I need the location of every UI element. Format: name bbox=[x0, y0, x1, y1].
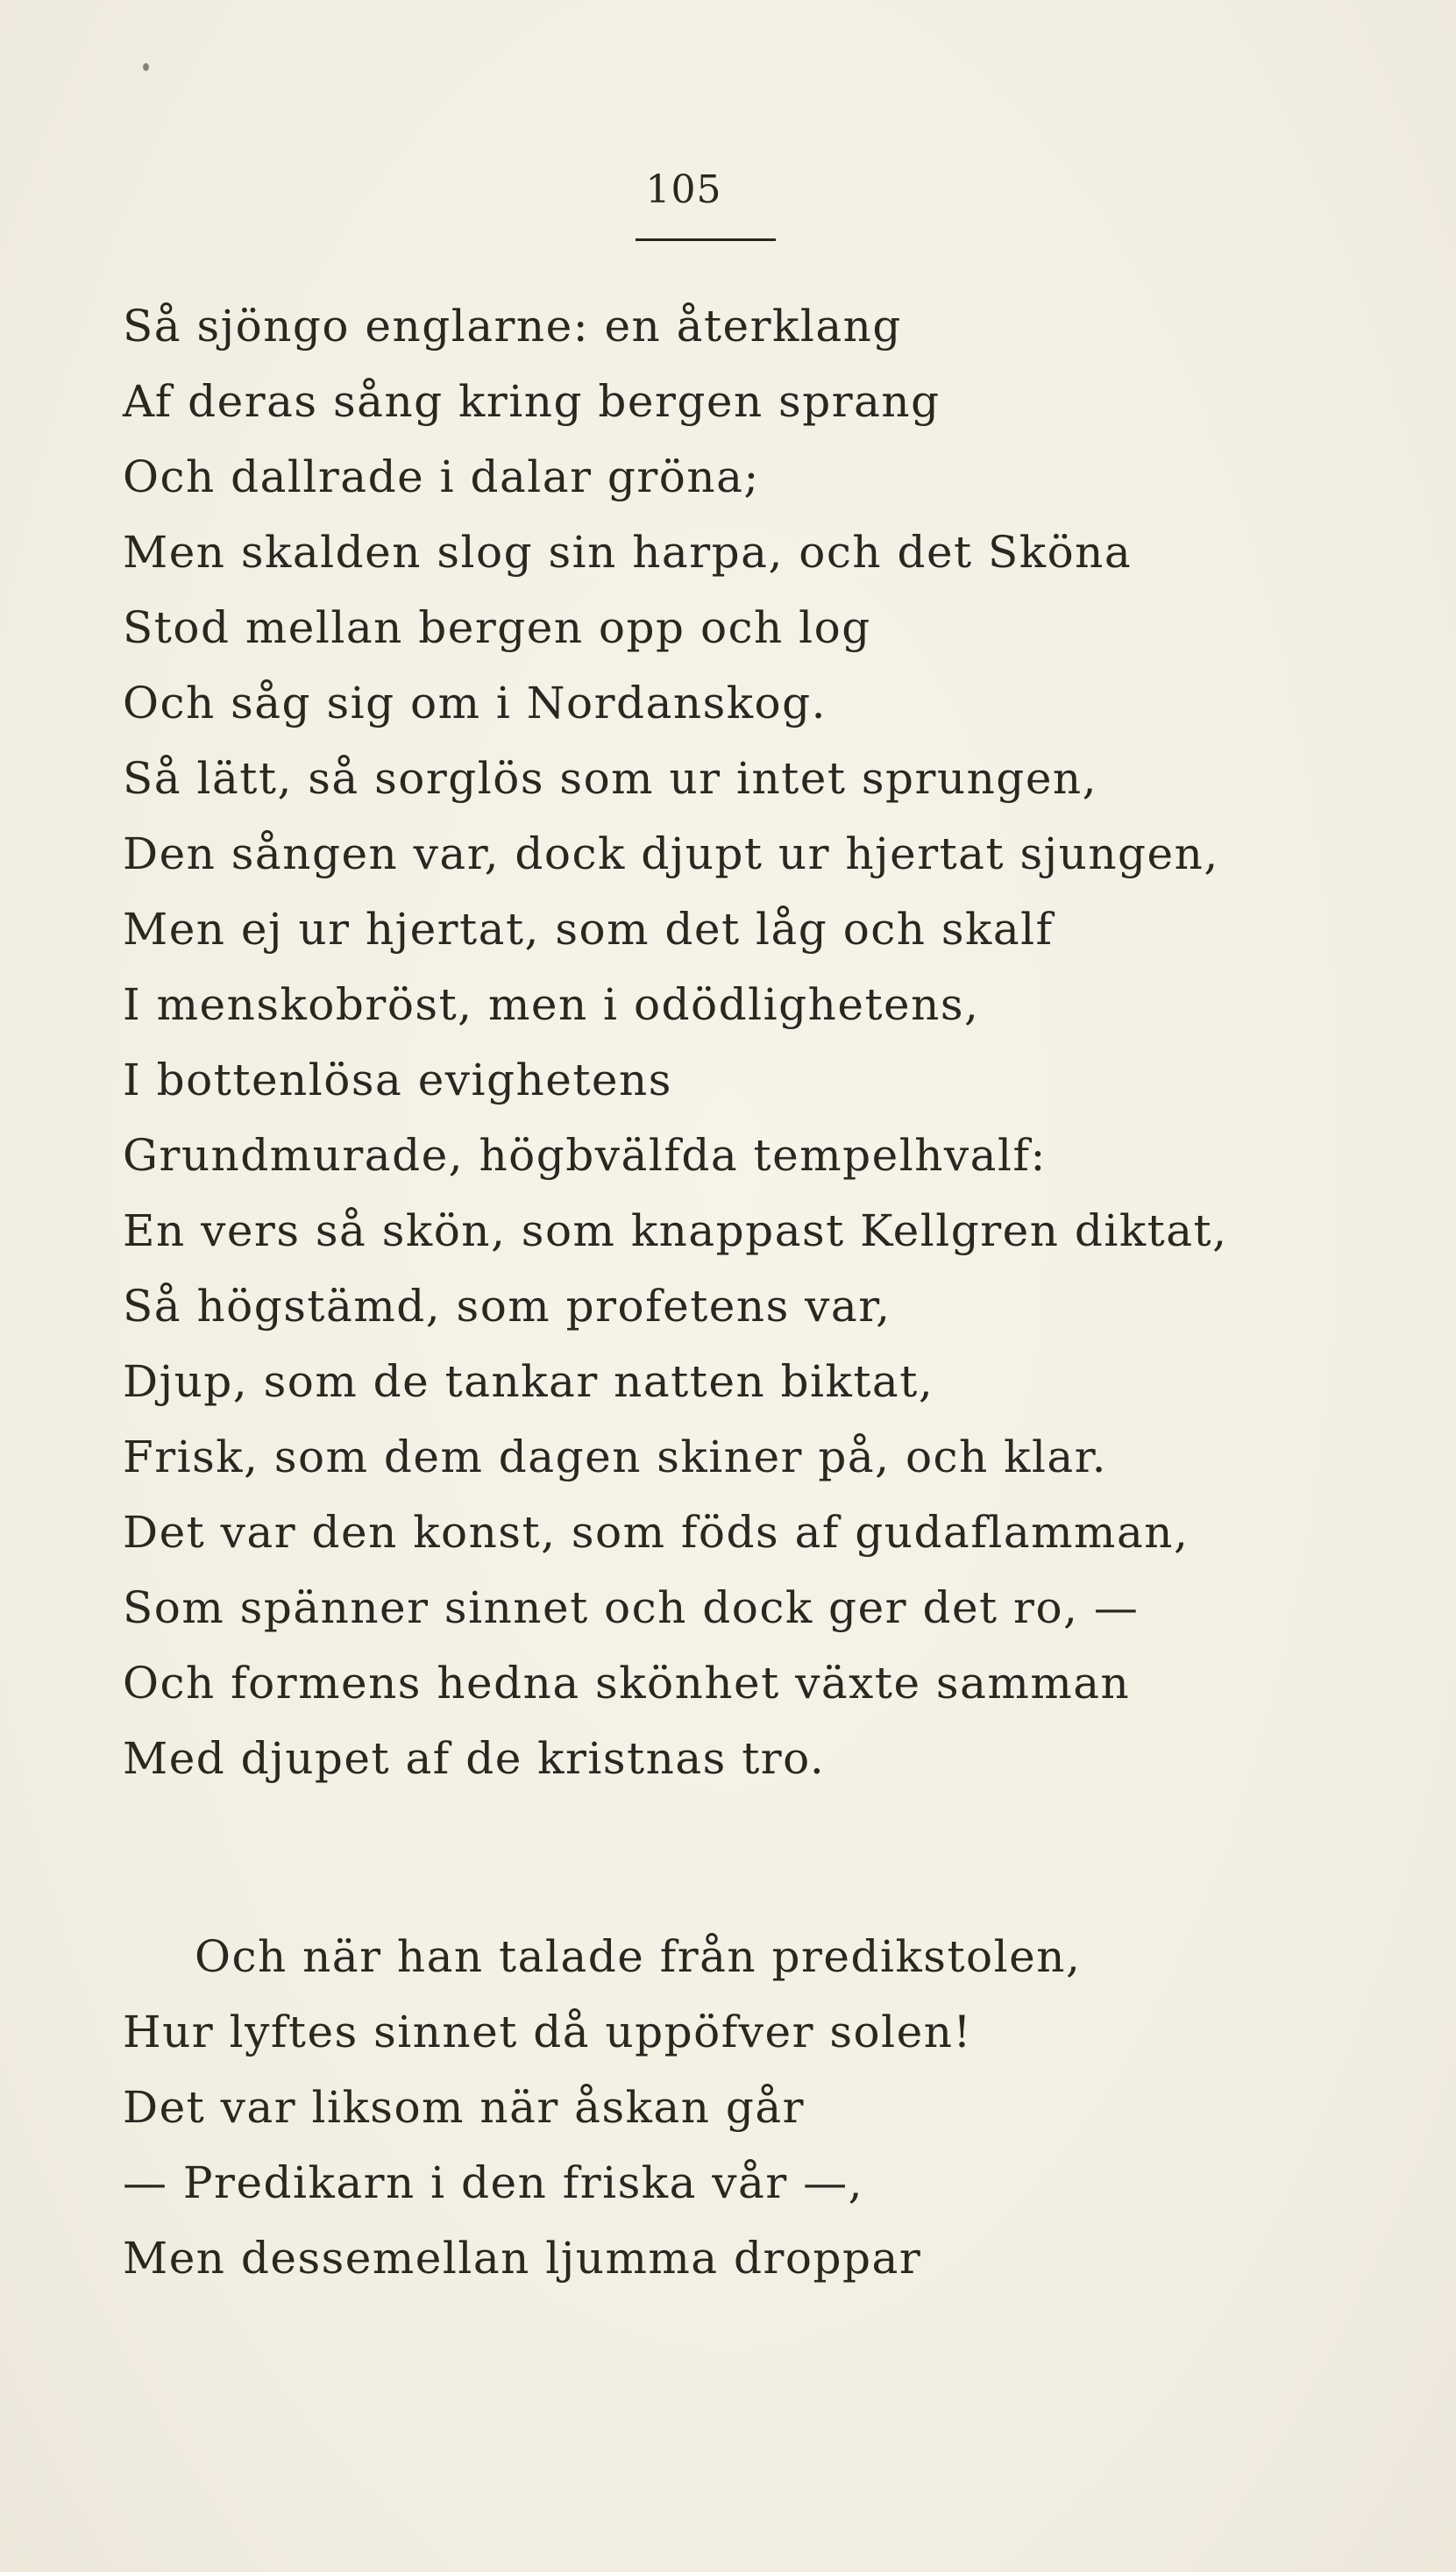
verse-line: Men ej ur hjertat, som det låg och skalf bbox=[123, 904, 1054, 955]
verse-line: Och när han talade från predikstolen, bbox=[195, 1931, 1082, 1982]
ink-speck bbox=[143, 63, 149, 71]
verse-line: Men skalden slog sin harpa, och det Sköna bbox=[123, 527, 1133, 578]
verse-line: Men dessemellan ljumma droppar bbox=[123, 2233, 922, 2284]
verse-line: Så lätt, så sorglös som ur intet sprungen, bbox=[123, 753, 1097, 804]
verse-line: Som spänner sinnet och dock ger det ro, — bbox=[123, 1582, 1140, 1633]
verse-line: Frisk, som dem dagen skiner på, och klar. bbox=[123, 1432, 1108, 1482]
verse-line: Djup, som de tankar natten biktat, bbox=[123, 1356, 934, 1407]
verse-line: Med djupet af de kristnas tro. bbox=[123, 1733, 826, 1784]
verse-line: Och formens hedna skönhet växte samman bbox=[123, 1658, 1131, 1709]
verse-line: Af deras sång kring bergen sprang bbox=[123, 376, 941, 427]
verse-line: Hur lyftes sinnet då uppöfver solen! bbox=[123, 2007, 973, 2057]
page-number: 105 bbox=[645, 167, 722, 212]
verse-line: Stod mellan bergen opp och log bbox=[123, 602, 871, 653]
stanza-2 bbox=[123, 1919, 1081, 2296]
verse-line: En vers så skön, som knappast Kellgren diktat, bbox=[123, 1205, 1228, 1256]
verse-line: Och såg sig om i Nordanskog. bbox=[123, 678, 827, 728]
verse-line: Det var liksom när åskan går bbox=[123, 2082, 806, 2133]
verse-line: Och dallrade i dalar gröna; bbox=[123, 451, 760, 502]
verse-line: I bottenlösa evighetens bbox=[123, 1055, 672, 1105]
verse-line: — Predikarn i den friska vår —, bbox=[123, 2157, 864, 2208]
stanza-1 bbox=[123, 288, 1228, 1796]
verse-line: Så sjöngo englarne: en återklang bbox=[123, 301, 902, 352]
verse-line: Grundmurade, högbvälfda tempelhvalf: bbox=[123, 1130, 1047, 1181]
verse-line: I menskobröst, men i odödlighetens, bbox=[123, 979, 980, 1030]
page-number-rule bbox=[636, 238, 776, 241]
verse-line: Så högstämd, som profetens var, bbox=[123, 1281, 891, 1332]
verse-line: Den sången var, dock djupt ur hjertat sjungen, bbox=[123, 828, 1219, 879]
verse-line: Det var den konst, som föds af gudaflamman, bbox=[123, 1507, 1190, 1558]
